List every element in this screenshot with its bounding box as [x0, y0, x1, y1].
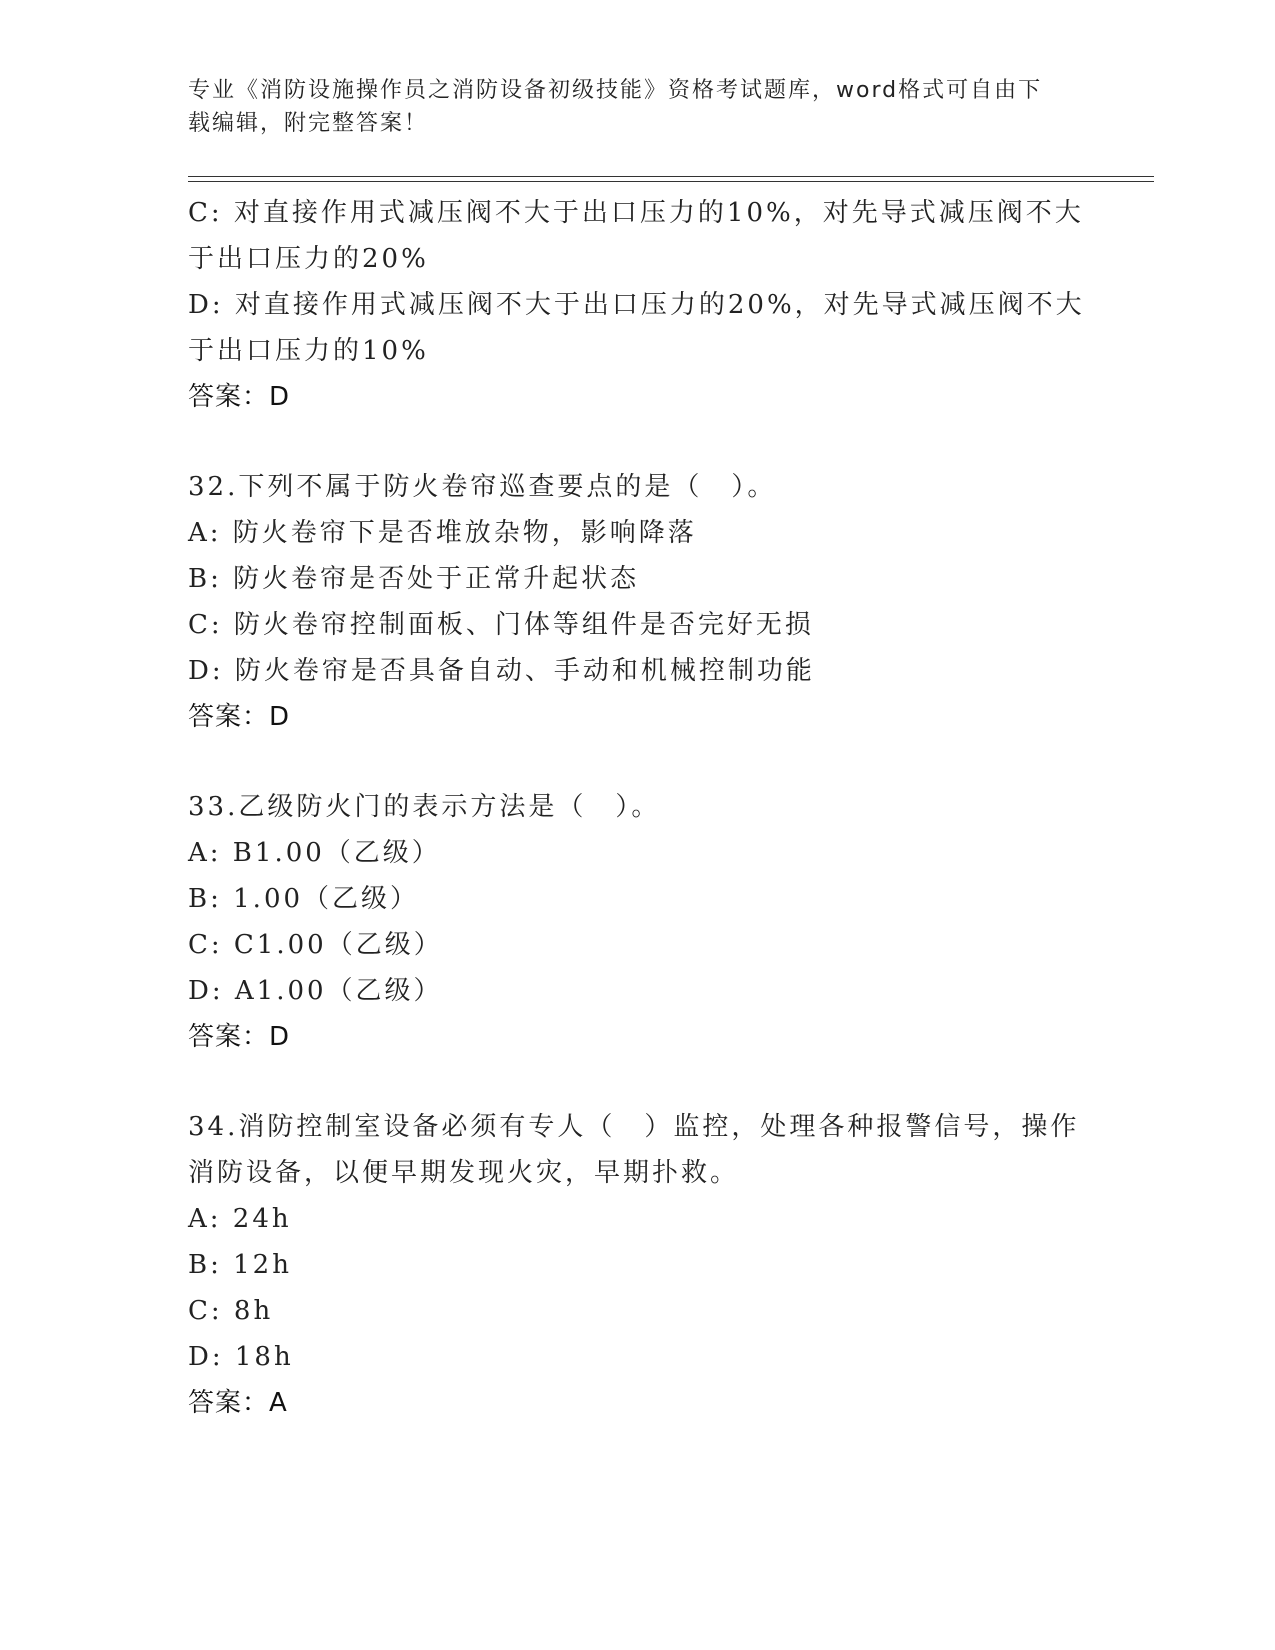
option-c-line-1: C: 对直接作用式减压阀不大于出口压力的10%，对先导式减压阀不大 — [188, 198, 1084, 228]
answer: 答案：D — [188, 382, 291, 412]
header-line-2: 载编辑，附完整答案！ — [188, 111, 429, 136]
header-divider-top — [188, 176, 1154, 177]
question-31-tail — [188, 190, 1088, 420]
document-header — [188, 74, 1068, 140]
option-b: B: 1.00（乙级） — [188, 884, 420, 914]
option-d: D: 防火卷帘是否具备自动、手动和机械控制功能 — [188, 656, 815, 686]
option-b: B: 12h — [188, 1250, 292, 1280]
answer: 答案：D — [188, 1022, 291, 1052]
question-34 — [188, 1104, 1088, 1426]
option-d-line-2: 于出口压力的10% — [188, 336, 429, 366]
option-d-line-1: D: 对直接作用式减压阀不大于出口压力的20%，对先导式减压阀不大 — [188, 290, 1085, 320]
question-32 — [188, 464, 1088, 740]
option-b: B: 防火卷帘是否处于正常升起状态 — [188, 564, 640, 594]
question-text: 33.乙级防火门的表示方法是（ ）。 — [188, 792, 661, 822]
answer: 答案：A — [188, 1388, 288, 1418]
question-text-line-2: 消防设备，以便早期发现火灾，早期扑救。 — [188, 1158, 740, 1188]
option-a: A: B1.00（乙级） — [188, 838, 441, 868]
option-c: C: C1.00（乙级） — [188, 930, 443, 960]
answer: 答案：D — [188, 702, 291, 732]
header-line-1: 专业《消防设施操作员之消防设备初级技能》资格考试题库，word格式可自由下 — [188, 78, 1043, 103]
option-a: A: 24h — [188, 1204, 292, 1234]
question-33 — [188, 784, 1088, 1060]
option-d: D: A1.00（乙级） — [188, 976, 443, 1006]
question-list — [188, 190, 1088, 1426]
question-text: 32.下列不属于防火卷帘巡查要点的是（ ）。 — [188, 472, 777, 502]
header-divider-bottom — [188, 181, 1154, 182]
option-c: C: 8h — [188, 1296, 274, 1326]
option-a: A: 防火卷帘下是否堆放杂物，影响降落 — [188, 518, 697, 548]
question-text-line-1: 34.消防控制室设备必须有专人（ ）监控，处理各种报警信号，操作 — [188, 1112, 1080, 1142]
spacer — [188, 740, 1088, 784]
option-d: D: 18h — [188, 1342, 294, 1372]
spacer — [188, 1060, 1088, 1104]
option-c: C: 防火卷帘控制面板、门体等组件是否完好无损 — [188, 610, 814, 640]
option-c-line-2: 于出口压力的20% — [188, 244, 429, 274]
spacer — [188, 420, 1088, 464]
